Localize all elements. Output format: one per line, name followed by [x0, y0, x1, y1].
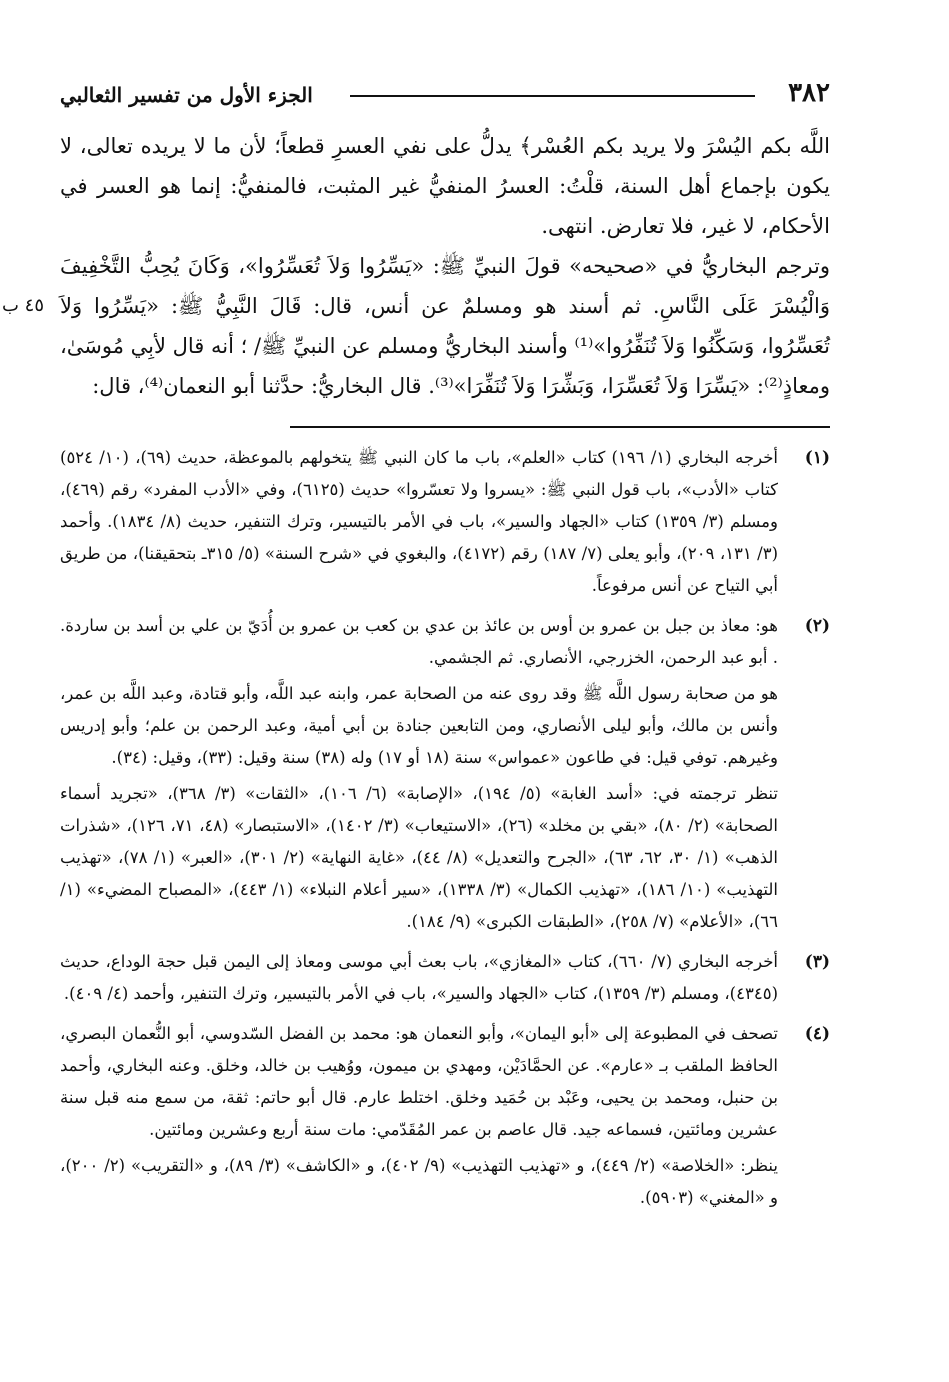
- footnotes: [60, 442, 830, 1214]
- footnote-text: هو: معاذ بن جبل بن عمرو بن أوس بن عائذ بن عدي بن كعب بن عمرو بن أُدَيّ بن علي بن أسد بن ساردة. . أبو عبد الرحمن، الخزرجي، الأنصاري. ثم الجشمي.: [60, 616, 778, 667]
- main-paragraph: وترجم البخاريُّ في «صحيحه» قولَ النبيِّ ﷺ: «يَسِّرُوا وَلاَ تُعَسِّرُوا»، وَكَانَ يُحِبُّ التَّخْفِيفَ وَالْيُسْرَ عَلَى النَّاسِ. ثم أسند هو ومسلمٌ عن أنس، قال: قَالَ النَّبِيُّ ﷺ: «يَسِّرُوا وَلاَ تُعَسِّرُوا، وَسَكِّنُوا وَلاَ تُنَفِّرُوا»⁽¹⁾ وأسند البخاريُّ ومسلم عن النبيِّ ﷺ/ ؛ أنه قال لأبِي مُوسَىٰ، ومعاذٍ⁽²⁾: «يَسِّرَا وَلاَ تُعَسِّرَا، وَبَشِّرَا وَلاَ تُنَفِّرَا»⁽³⁾. قال البخاريُّ: حدَّثنا أبو النعمان⁽⁴⁾، قال:: [60, 254, 830, 398]
- footnote-4: [60, 1018, 830, 1214]
- footnote-number: (١): [804, 448, 830, 468]
- book-page: [2, 78, 830, 1214]
- footnote-number: (٤): [804, 1024, 830, 1044]
- footnote-text: تنظر ترجمته في: «أسد الغابة» (٥/ ١٩٤)، «الإصابة» (٦/ ١٠٦)، «الثقات» (٣/ ٣٦٨)، «تجريد أسماء الصحابة» (٢/ ٨٠)، «بقي بن مخلد» (٢٦)، «الاستيعاب» (٣/ ١٤٠٢)، «الاستبصار» (٤٨، ٧١، ١٢٦)، «شذرات الذهب» (١/ ٣٠، ٦٢، ٦٣)، «الجرح والتعديل» (٨/ ٤٤)، «غاية النهاية» (٢/ ٣٠١)، «العبر» (١/ ٧٨)، «تهذيب التهذيب» (١٠/ ١٨٦)، «تهذيب الكمال» (٣/ ١٣٣٨)، «سير أعلام النبلاء» (١/ ٤٤٣)، «المصباح المضيء» (١/ ٦٦)، «الأعلام» (٧/ ٢٥٨)، «الطبقات الكبرى» (٩/ ١٨٤).: [60, 784, 778, 931]
- page-header: [60, 78, 830, 112]
- footnote-text: أخرجه البخاري (١/ ١٩٦) كتاب «العلم»، باب ما كان النبي ﷺ يتخولهم بالموعظة، حديث (٦٩)، (١٠/ ٥٢٤) كتاب «الأدب»، باب قول النبي ﷺ: «يسروا ولا تعسّروا» حديث (٦١٢٥)، وفي «الأدب المفرد» رقم (٤٦٩)، ومسلم (٣/ ١٣٥٩) كتاب «الجهاد والسير»، باب في الأمر بالتيسير، وترك التنفير، حديث (٨/ ١٨٣٤). وأحمد (٣/ ١٣١، ٢٠٩)، وأبو يعلى (٧/ ١٨٧) رقم (٤١٧٢)، والبغوي في «شرح السنة» (٥/ ٣١٥ـ بتحقيقنا)، من طريق أبي التياح عن أنس مرفوعاً.: [60, 448, 779, 595]
- main-text: [2, 126, 830, 406]
- footnote-text: أخرجه البخاري (٧/ ٦٦٠)، كتاب «المغازي»، باب بعث أبي موسى ومعاذ إلى اليمن قبل حجة الوداع، حديث (٤٣٤٥)، ومسلم (٣/ ١٣٥٩)، كتاب «الجهاد والسير»، باب في الأمر بالتيسير، وترك التنفير، وأحمد (٤/ ٤٠٩).: [60, 952, 778, 1003]
- header-rule: [350, 95, 755, 97]
- footnote-text: هو من صحابة رسول اللَّه ﷺ وقد روى عنه من الصحابة عمر، وابنه عبد اللَّه، وأبو قتادة، وعبد اللَّه بن عمر، وأنس بن مالك، وأبو ليلى الأنصاري، ومن التابعين جنادة بن أبي أمية، وعبد الرحمن بن علم؛ وأبو إدريس وغيرهم. توفي قيل: في طاعون «عمواس» سنة (١٨ أو ١٧) وله (٣٨) سنة وقيل: (٣٣)، وقيل: (٣٤).: [60, 684, 778, 767]
- footnote-1: [60, 442, 830, 602]
- footnote-text: ينظر: «الخلاصة» (٢/ ٤٤٩)، و «تهذيب التهذيب» (٩/ ٤٠٢)، و «الكاشف» (٣/ ٨٩)، و «التقريب» (٢/ ٢٠٠)، و «المغني» (٥٩٠٣).: [60, 1156, 778, 1207]
- footnote-3: [60, 946, 830, 1010]
- main-paragraph: اللَّه بكم اليُسْرَ ولا يريد بكم العُسْر﴾ يدلُّ على نفي العسرِ قطعاً؛ لأن ما لا يريده تعالى، لا يكون بإجماع أهل السنة، قلْتُ: العسرُ المنفيُّ غير المثبت، فالمنفيُّ: إنما هو العسر في الأحكام، لا غير، فلا تعارض. انتهى.: [60, 134, 830, 238]
- footnote-number: (٣): [804, 952, 830, 972]
- footnote-number: (٢): [804, 616, 830, 636]
- footnote-2: [60, 610, 830, 938]
- footnote-text: تصحف في المطبوعة إلى «أبو اليمان»، وأبو النعمان هو: محمد بن الفضل السّدوسي، أبو النُّعمان البصري، الحافظ الملقب بـ «عارم». عن الحمَّادَيْن، ومهدي بن ميمون، ووُهيب بن خالد، وخلق. وعنه البخاري، وأحمد بن حنبل، ومحمد بن يحيى، وعَبْد بن حُمَيد وخلق. اختلط عارم. قال أبو حاتم: ثقة، من سمع منه قبل سنة عشرين ومائتين، فسماعه جيد. قال عاصم بن عمر المُقَدّمي: مات سنة أربع وعشرين ومائتين.: [60, 1024, 778, 1139]
- running-title: الجزء الأول من تفسير الثعالبي: [60, 83, 313, 107]
- footnote-separator: [290, 426, 830, 428]
- page-number: ٣٨٢: [788, 78, 830, 108]
- manuscript-folio-note: ٤٥ ب: [2, 295, 45, 316]
- main-paragraph-wrap: [2, 246, 830, 406]
